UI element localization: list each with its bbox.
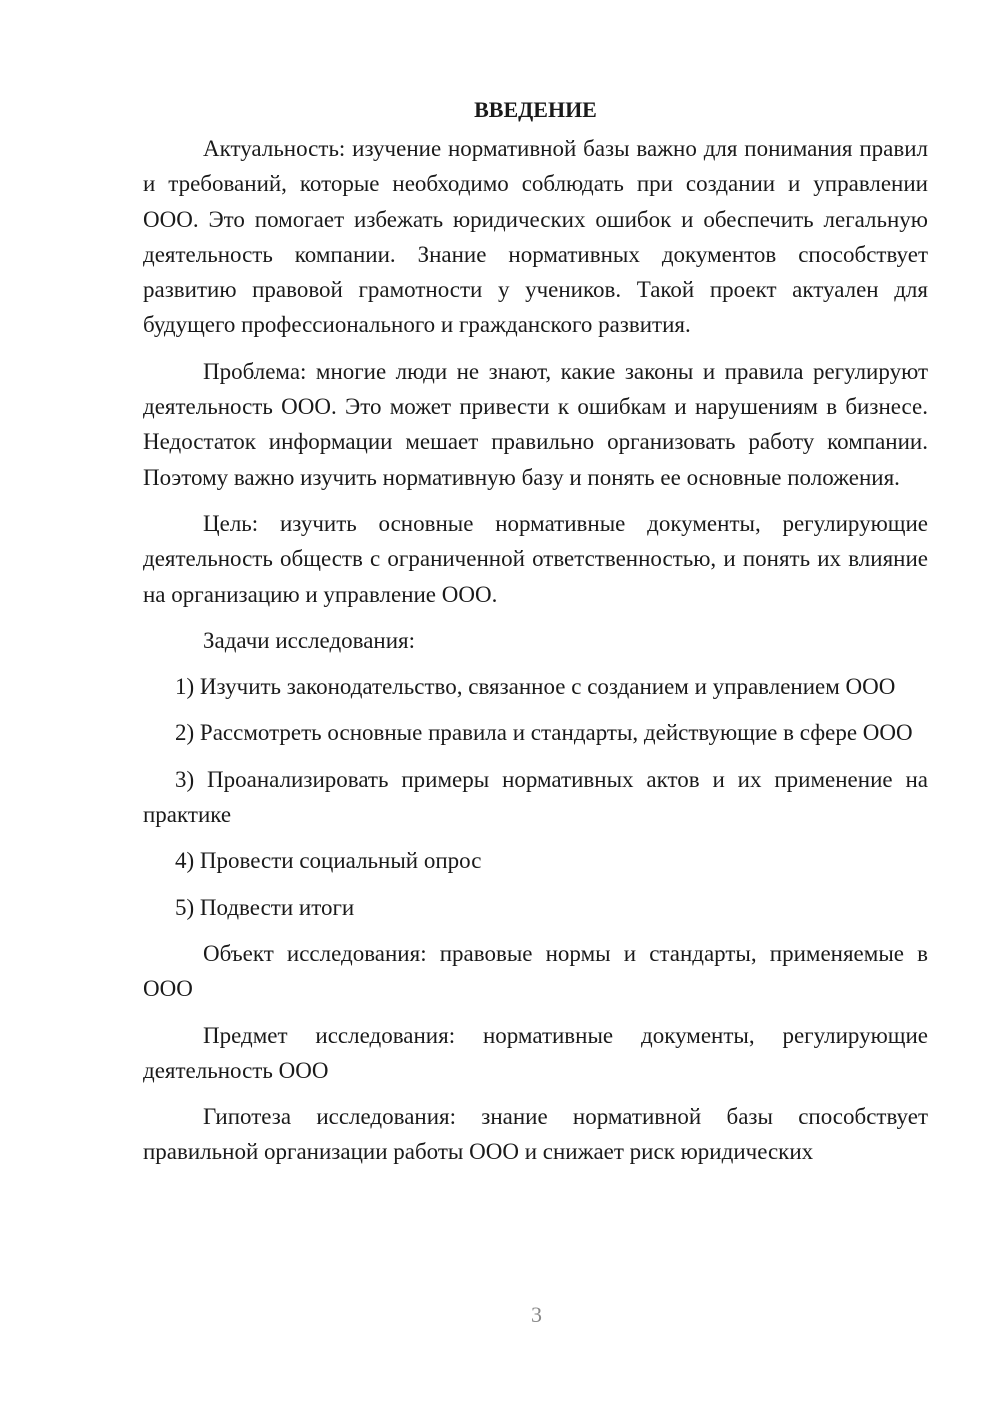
paragraph-relevance: Актуальность: изучение нормативной базы важно для понимания правил и требований, которые необходимо соблюдать при создании и управлении ООО. Это помогает избежать юридических ошибок и обеспечить легальную деятельность компании. Знание нормативных документов способствует развитию правовой грамотности у учеников. Такой проект актуален для будущего профессионального и гражданского развития. [143, 136, 928, 338]
list-item: 4) Провести социальный опрос [175, 848, 482, 874]
paragraph-hypothesis: Гипотеза исследования: знание нормативной базы способствует правильной организации работы ООО и снижает риск юридических [143, 1104, 928, 1165]
page-number: 3 [531, 1302, 542, 1327]
paragraph-tasks-heading: Задачи исследования: [203, 627, 416, 653]
list-item: 2) Рассмотреть основные правила и стандарты, действующие в сфере ООО [175, 720, 913, 746]
list-item: 3) Проанализировать примеры нормативных актов и их применение на практике [143, 766, 928, 828]
paragraph-subject: Предмет исследования: нормативные документы, регулирующие деятельность ООО [143, 1022, 928, 1083]
page-content [143, 92, 928, 1181]
paragraph-problem: Проблема: многие люди не знают, какие законы и правила регулируют деятельность ООО. Это может привести к ошибкам и нарушениям в бизнесе. Недостаток информации мешает правильно организовать работу компании. Поэтому важно изучить нормативную базу и понять ее основные положения. [143, 358, 928, 490]
paragraph-object: Объект исследования: правовые нормы и стандарты, применяемые в ООО [143, 940, 928, 1002]
section-title: ВВЕДЕНИЕ [474, 97, 597, 122]
list-item: 5) Подвести итоги [175, 894, 355, 920]
list-item: 1) Изучить законодательство, связанное с созданием и управлением ООО [175, 674, 896, 700]
paragraph-goal: Цель: изучить основные нормативные документы, регулирующие деятельность обществ с ограниченной ответственностью, и понять их влияние на организацию и управление ООО. [143, 510, 928, 607]
